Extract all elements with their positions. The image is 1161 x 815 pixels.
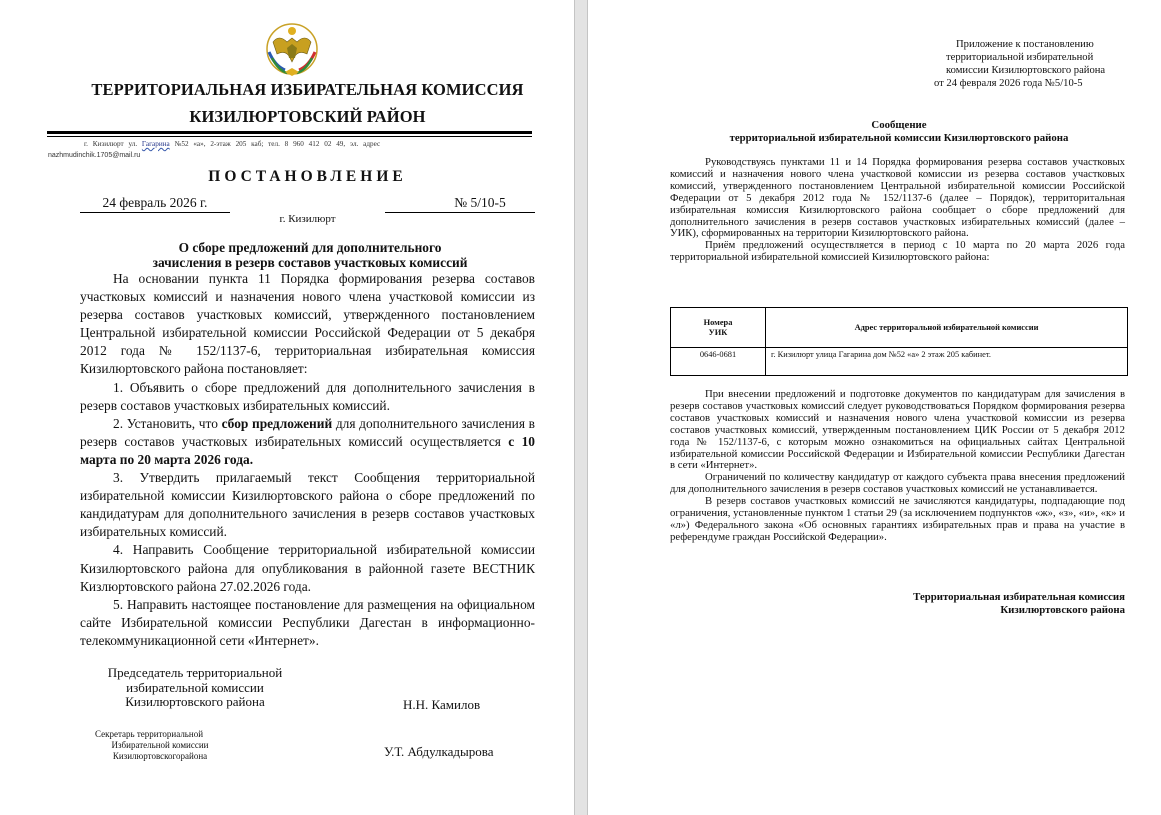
document-subject	[80, 240, 540, 270]
annex-line: Приложение к постановлению	[956, 39, 1094, 50]
chairman-title-line: Кизилюртовского района	[125, 694, 265, 709]
secretary-title	[95, 729, 225, 762]
secretary-title-line: Кизилюртовскогорайона	[112, 751, 208, 761]
chairman-title-line: Председатель территориальной	[107, 665, 283, 680]
message-title-line-2: территориальной избирательной комиссии Кизилюртовского района	[729, 132, 1069, 144]
annex-line: от 24 февраля 2026 года №5/10-5	[934, 78, 1083, 89]
resolution-item-2	[80, 415, 535, 469]
message-body-top	[670, 157, 1125, 264]
message-paragraph: Руководствуясь пунктами 11 и 14 Порядка формирования резерва составов участковых комиссий и назначения нового члена участковой комиссии из резерва составов участковых комиссий, утвержденного постановлением Центральной избирательной комиссии Российской Федерации от 5 декабря 2012 года № 152/1137-6 (далее – Порядок), территоритальная избирательная комиссия Кизилюртовского района сообщает о сборе предложений для дополнительного зачисления в резерв составов участковых избирательных комиссий (далее – УИК), сформированных на территории Кизилюртовского района.	[670, 156, 1125, 240]
message-paragraph: Ограничений по количеству кандидатур от каждого субъекта права внесения предложений для дополнительного зачисления в резерв составов участковых комиссий не устанавливается.	[670, 471, 1125, 496]
signature-line-2: Кизилюртовского района	[1000, 604, 1125, 616]
message-title	[670, 119, 1128, 145]
contact-address	[48, 138, 538, 162]
document-number: № 5/10-5	[385, 195, 535, 213]
item-2-middle: для дополнительного зачисления в резерв составов участковых избирательных комиссий осуществляется	[80, 415, 535, 449]
coat-of-arms-icon	[265, 20, 319, 78]
chairman-name: Н.Н. Камилов	[403, 697, 481, 712]
document-date: 24 февраль 2026 г.	[80, 195, 230, 213]
item-2-intro: 2. Установить, что	[113, 415, 222, 431]
column-header-address: Адрес территоральной избирательной комиссии	[766, 308, 1128, 348]
message-paragraph: При внесении предложений и подготовке документов по кандидатурам для зачисления в резерв составов участковых комиссий следует руководствоваться Порядком формирования резерва составов участковых комиссий и назначения нового члена участковой комиссии из резерва составов участковых комиссий, утвержденным постановлением ЦИК России от 5 декабря 2012 года № 152/1137-6, с которым можно ознакомиться на официальных сайтах Центральной избирательной комиссии Российской Федерации и Избирательной комиссии Республики Дагестан в сети «Интернет».	[670, 388, 1125, 472]
message-paragraph: Приём предложений осуществляется в период с 10 марта по 20 марта 2026 года территориальной избирательной комиссией Кизилюртовского района:	[670, 239, 1125, 264]
page-gutter	[574, 0, 588, 815]
chairman-title-line: избирательной комиссии	[126, 679, 264, 695]
uik-address-table	[670, 307, 1128, 376]
cell-address: г. Кизилюрт улица Гагарина дом №52 «а» 2 этаж 205 кабинет.	[766, 348, 1128, 376]
subject-line-2: зачисления в резерв составов участковых комиссий	[152, 255, 468, 270]
annex-header	[930, 38, 1130, 90]
message-body-bottom	[670, 389, 1125, 544]
item-2-bold-period: с 10 марта по 20 марта 2026 года.	[80, 433, 535, 467]
secretary-title-line: Избирательной комиссии	[111, 740, 209, 750]
address-prefix: г. Кизилюрт ул.	[84, 140, 138, 148]
message-signature	[850, 591, 1125, 617]
signature-line-1: Территориальная избирательная комиссия	[913, 591, 1125, 603]
table-header-row	[671, 308, 1128, 348]
resolution-item-4: 4. Направить Сообщение территориальной избирательной комиссии Кизилюртовского района для опубликования в районной газете ВЕСТНИК Кизлюртовского района 27.02.2026 года.	[80, 542, 535, 594]
document-type-heading: ПОСТАНОВЛЕНИЕ	[208, 168, 407, 185]
resolution-body	[80, 270, 535, 650]
item-2-bold-term: сбор предложений	[221, 415, 333, 431]
annex-line: территориальной избирательной	[946, 52, 1094, 63]
annex-line: комиссии Кизилюртовского района	[946, 65, 1106, 76]
message-title-line-1: Сообщение	[871, 119, 927, 131]
header-text: Номера УИК	[703, 317, 733, 337]
chairman-title	[95, 666, 295, 710]
document-page-resolution	[0, 0, 574, 815]
address-details: №52 «а», 2-этаж 205 каб; тел. 8 960 412 02 49, эл. адрес	[174, 140, 381, 148]
address-street: Гагарина	[141, 140, 170, 148]
secretary-title-line: Секретарь территориальной	[95, 729, 204, 739]
document-city: г. Кизилюрт	[279, 213, 336, 225]
contact-email[interactable]: nazhmudinchik.1705@mail.ru	[48, 152, 141, 159]
secretary-name: У.Т. Абдулкадырова	[384, 744, 494, 759]
cell-uik-numbers: 0646-0681	[671, 348, 766, 376]
subject-line-1: О сборе предложений для дополнительного	[178, 240, 442, 255]
table-row	[671, 348, 1128, 376]
organization-title: ТЕРРИТОРИАЛЬНАЯ ИЗБИРАТЕЛЬНАЯ КОМИССИЯ	[91, 80, 524, 99]
message-paragraph: В резерв составов участковых комиссий не зачисляются кандидатуры, подпадающие под ограничения, установленные пунктом 1 статьи 29 (за исключением подпунктов «ж», «з», «и», «к» и «л») Федерального закона «Об основных гарантиях избирательных прав и права на участие в референдуме граждан Российской Федерации».	[670, 495, 1125, 543]
resolution-item-5: 5. Направить настоящее постановление для размещения на официальном сайте Избирательной комиссии Республики Дагестан в информационно-телекоммуникационной сети «Интернет».	[80, 596, 535, 648]
preamble-paragraph: На основании пункта 11 Порядка формирования резерва составов участковых комиссий и назначения нового члена участковой комиссии из резерва составов участковых комиссий, утвержденного постановлением Центральной избирательной комиссии Российской Федерации от 5 декабря 2012 года № 152/1137-6, территориальная избирательная комиссия Кизилюртовского района постановляет:	[80, 271, 535, 377]
resolution-item-1: 1. Объявить о сборе предложений для дополнительного зачисления в резерв составов участковых избирательных комиссий.	[80, 379, 535, 413]
organization-district: КИЗИЛЮРТОВСКИЙ РАЙОН	[189, 107, 426, 126]
resolution-item-3: 3. Утвердить прилагаемый текст Сообщения территориальной избирательной комиссии Кизилюртовского района о сборе предложений по кандидатурам для дополнительного зачисления в резерв составов участковых избирательных комиссий.	[80, 470, 535, 540]
column-header-uik-numbers	[671, 308, 766, 348]
